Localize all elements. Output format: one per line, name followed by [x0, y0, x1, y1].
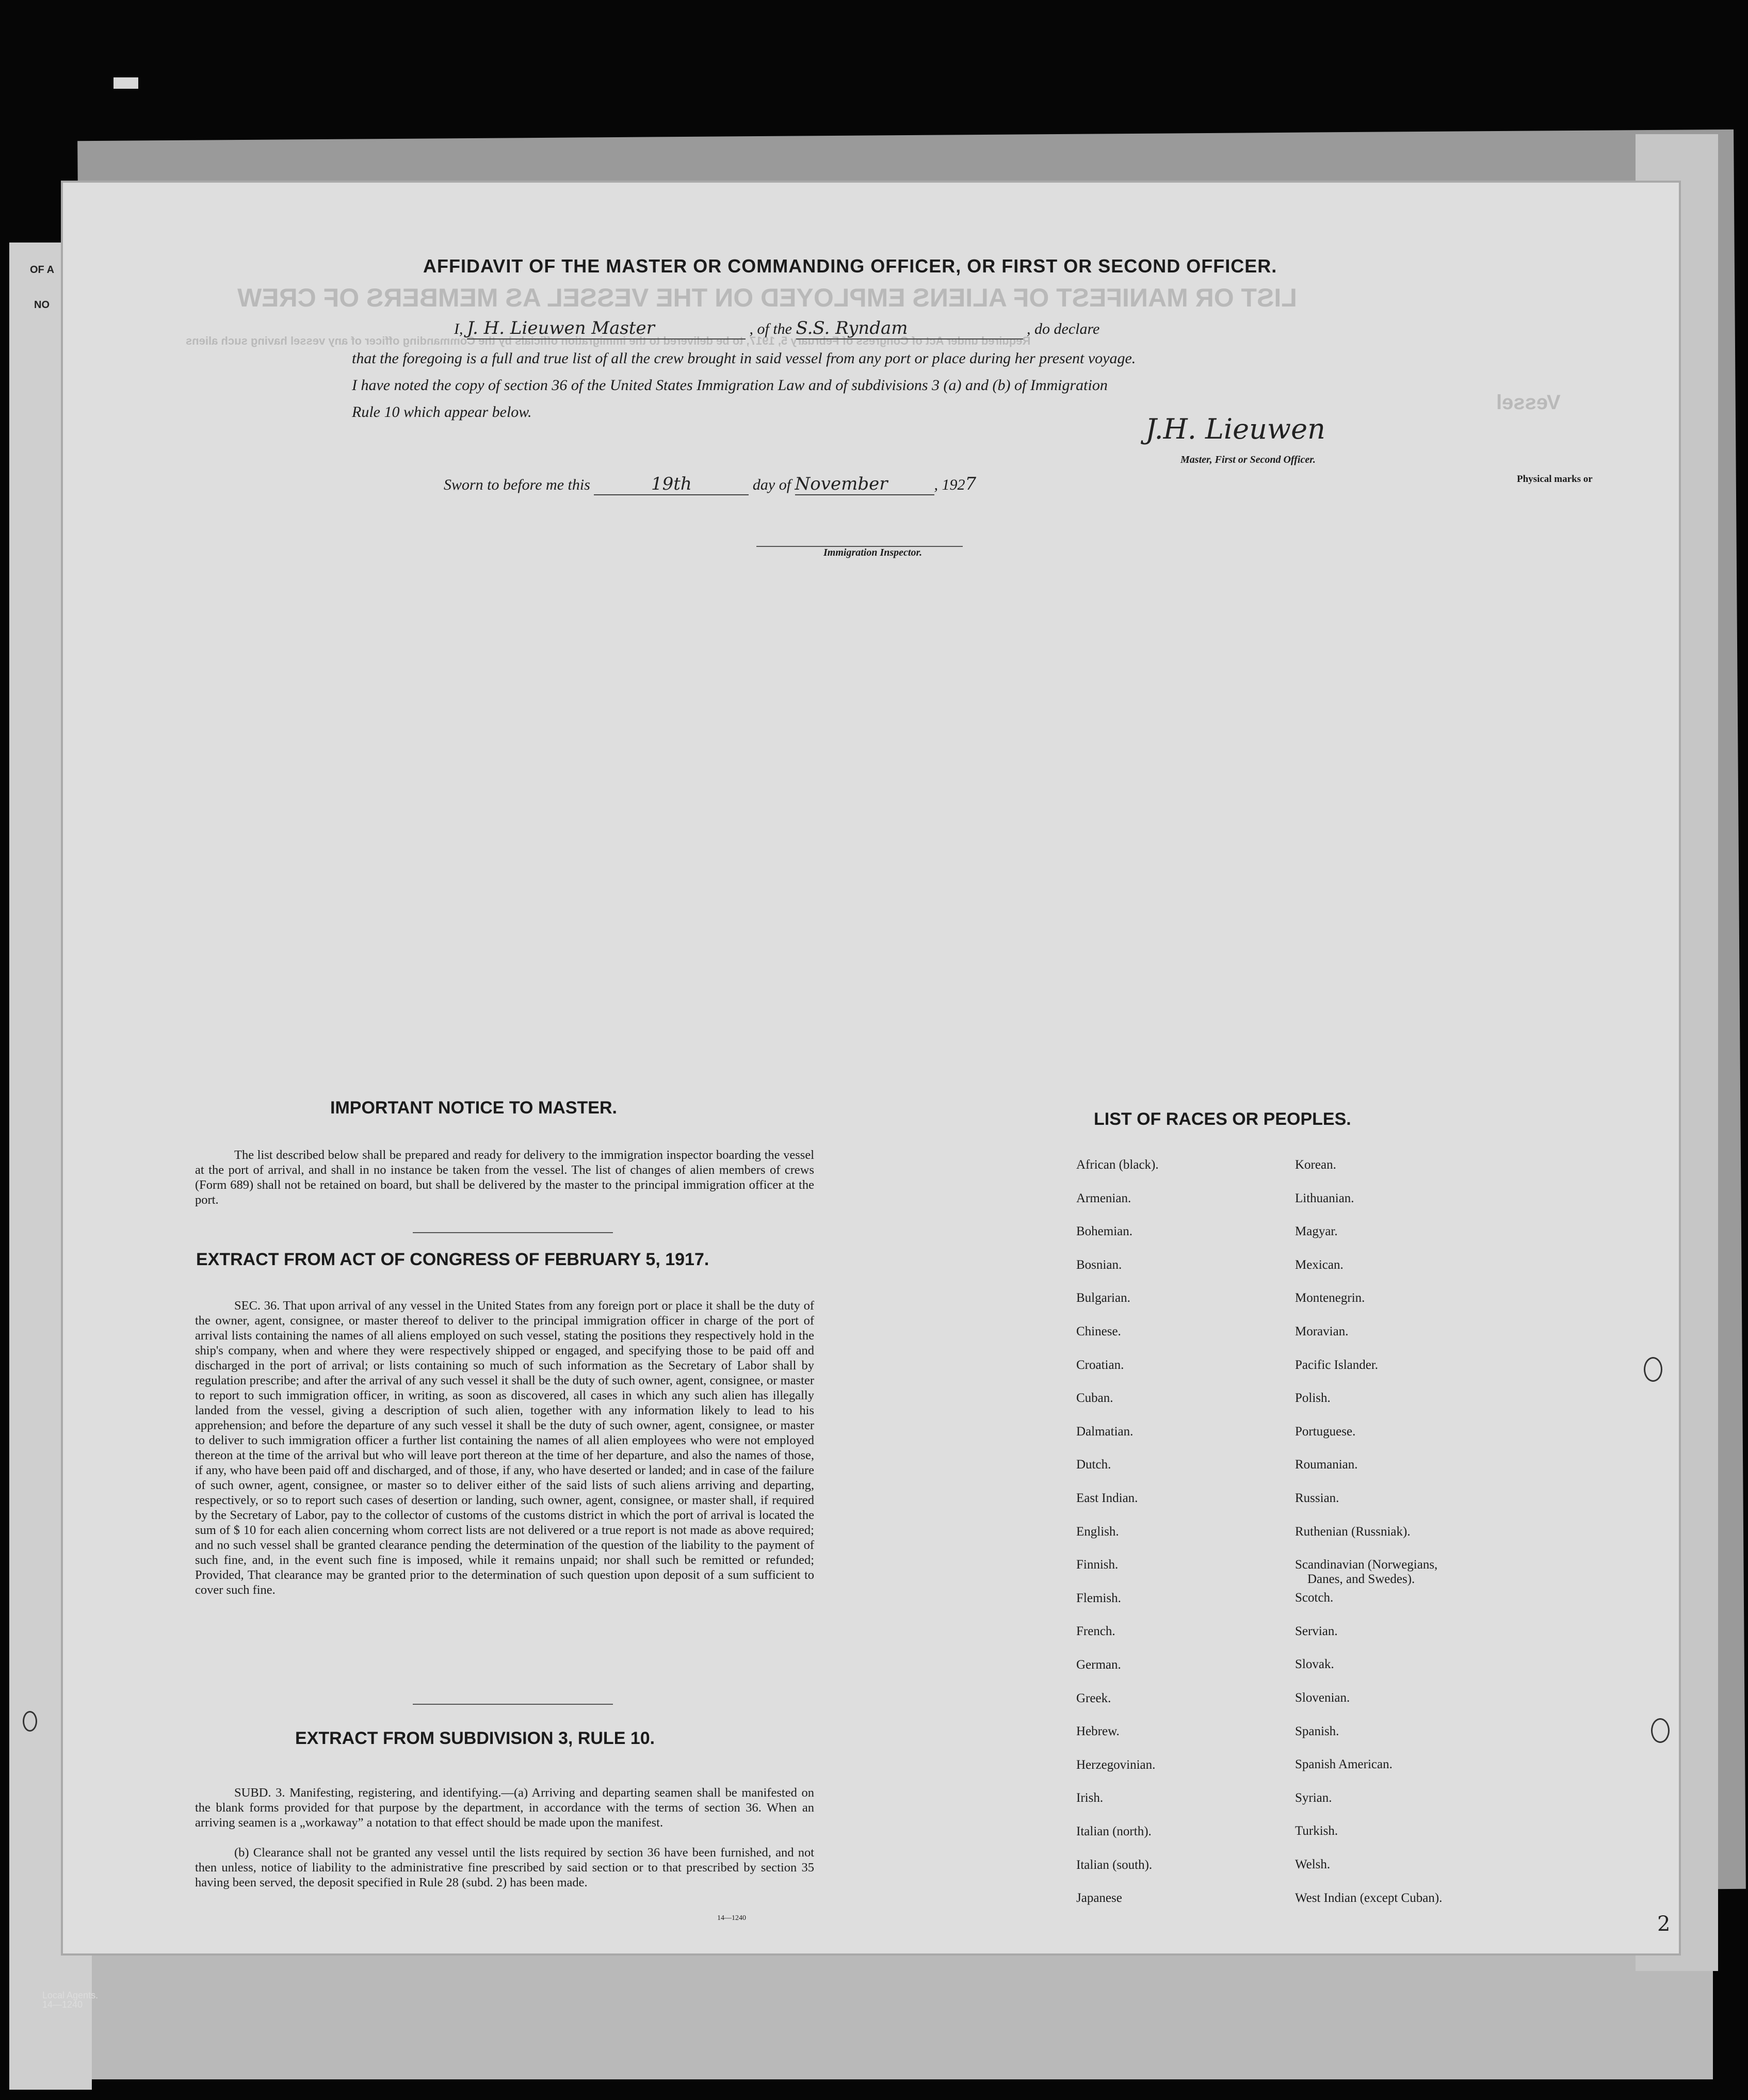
- race-item: Herzegovinian.: [1076, 1757, 1156, 1772]
- race-item: Magyar.: [1295, 1224, 1338, 1239]
- race-item: Irish.: [1076, 1791, 1104, 1805]
- notice-divider: [413, 1232, 613, 1233]
- sworn-prefix: Sworn to before me this: [444, 476, 590, 493]
- extract-rule-text-a: SUBD. 3. Manifesting, registering, and identifying.—(a) Arriving and departing seamen shall be manifested on the blank forms provided for that purpose by the department, in accordance with the terms of section 36. When an arriving seamen is a „workaway” a notation to that effect should be made upon the manifest.: [195, 1786, 814, 1830]
- race-item: Slovenian.: [1295, 1691, 1350, 1705]
- frame-tab: [114, 77, 138, 89]
- race-item: Dalmatian.: [1076, 1424, 1134, 1439]
- race-item: English.: [1076, 1524, 1119, 1539]
- race-item: Scotch.: [1295, 1591, 1334, 1605]
- local-agents-line-1: Local Agents.: [42, 1990, 99, 2000]
- extract-rule-text-b: (b) Clearance shall not be granted any vessel until the lists required by section 36 have been furnished, and not then unless, notice of liability to the administrative fine prescribed by said section or to that prescribed by section 35 having been served, the deposit specified in Rule 28 (subd. 2) has been made.: [195, 1846, 814, 1889]
- form-number: 14—1240: [717, 1914, 746, 1922]
- race-item: French.: [1076, 1624, 1115, 1639]
- local-agents-line-2: 14—1240: [42, 1999, 83, 2010]
- page-mark: 2: [1657, 1912, 1671, 1936]
- i-prefix: I,: [454, 320, 463, 337]
- race-item: Turkish.: [1295, 1824, 1338, 1838]
- strip-text-2: NO: [34, 299, 50, 311]
- race-item: Montenegrin.: [1295, 1291, 1365, 1305]
- signature-caption: Master, First or Second Officer.: [1180, 454, 1316, 465]
- master-signature: [1135, 413, 1383, 459]
- race-item: Korean.: [1295, 1158, 1336, 1172]
- race-item: Mexican.: [1295, 1257, 1344, 1272]
- race-item: Scandinavian (Norwegians,: [1295, 1558, 1438, 1572]
- sworn-day: 19th: [651, 474, 692, 494]
- race-item: Bohemian.: [1076, 1224, 1133, 1239]
- affidavit-title: AFFIDAVIT OF THE MASTER OR COMMANDING OFFICER, OR FIRST OR SECOND OFFICER.: [423, 255, 1277, 277]
- vessel-name-handwritten: S.S. Ryndam: [796, 318, 908, 338]
- race-item: Russian.: [1295, 1491, 1339, 1505]
- notice-title: IMPORTANT NOTICE TO MASTER.: [330, 1098, 617, 1118]
- binder-hole-1: [1644, 1357, 1662, 1382]
- of-the-label: , of the: [749, 320, 792, 337]
- race-item: Ruthenian (Russniak).: [1295, 1524, 1411, 1539]
- race-item: Spanish.: [1295, 1724, 1339, 1738]
- master-name-handwritten: J. H. Lieuwen Master: [467, 318, 655, 338]
- race-item: Welsh.: [1295, 1857, 1331, 1871]
- race-item: Danes, and Swedes).: [1307, 1572, 1415, 1587]
- race-item: Hebrew.: [1076, 1724, 1120, 1739]
- act-divider: [413, 1704, 613, 1705]
- race-item: Syrian.: [1295, 1790, 1332, 1805]
- extract-rule-title: EXTRACT FROM SUBDIVISION 3, RULE 10.: [295, 1729, 655, 1748]
- race-item: Italian (north).: [1076, 1824, 1152, 1838]
- extract-act-title: EXTRACT FROM ACT OF CONGRESS OF FEBRUARY 5, 1917.: [196, 1250, 709, 1269]
- notice-text: The list described below shall be prepared and ready for delivery to the immigration inspector boarding the vessel at the port of arrival, and shall in no instance be taken from the vessel. The list of changes of alien members of crews (Form 689) shall not be retained on board, but shall be delivered by the master to the principal immigration officer at the port.: [195, 1148, 814, 1207]
- sworn-line: [444, 474, 976, 495]
- show-through-subtitle: Required under Act of Congress of February 5, 1917, to be delivered to the immigration officials by the Commanding officer of any vessel having such aliens: [186, 334, 1031, 347]
- binder-hole-2: [1651, 1718, 1670, 1743]
- races-title: LIST OF RACES OR PEOPLES.: [1094, 1109, 1351, 1129]
- race-item: Polish.: [1295, 1391, 1331, 1406]
- binder-hole-3: [23, 1711, 37, 1732]
- race-item: African (black).: [1076, 1158, 1159, 1172]
- show-through-vessel-label: Vessel: [1496, 391, 1561, 414]
- race-item: Slovak.: [1295, 1657, 1334, 1672]
- race-item: Chinese.: [1076, 1324, 1121, 1338]
- strip-text-1: OF A: [30, 264, 55, 276]
- do-declare-label: , do declare: [1027, 320, 1100, 337]
- race-item: West Indian (except Cuban).: [1295, 1891, 1443, 1905]
- race-item: Armenian.: [1076, 1191, 1131, 1205]
- race-item: Finnish.: [1076, 1558, 1119, 1572]
- sworn-year-suffix: 7: [965, 474, 977, 494]
- race-item: Moravian.: [1295, 1324, 1349, 1338]
- race-item: Cuban.: [1076, 1391, 1113, 1406]
- sworn-year-prefix: , 192: [934, 476, 965, 493]
- show-through-title: LIST OR MANIFEST OF ALIENS EMPLOYED ON THE VESSEL AS MEMBERS OF CREW: [237, 283, 1297, 312]
- race-item: Dutch.: [1076, 1458, 1111, 1472]
- race-item: Roumanian.: [1295, 1458, 1358, 1472]
- race-item: Flemish.: [1076, 1591, 1121, 1605]
- local-agents-label: [42, 1991, 98, 2009]
- physical-marks-label: Physical marks or: [1517, 474, 1593, 484]
- race-item: Lithuanian.: [1295, 1191, 1354, 1205]
- race-item: German.: [1076, 1658, 1121, 1672]
- manifest-sheet: [61, 181, 1681, 1956]
- signature-handwritten: J.H. Lieuwen: [1145, 413, 1325, 445]
- extract-act-text: SEC. 36. That upon arrival of any vessel in the United States from any foreign port or place it shall be the duty of the owner, agent, consignee, or master thereof to deliver to the principal immigration officer in charge of the port of arrival lists containing the names of all aliens employed on such vessel, stating the positions they respectively hold in the ship's company, when and where they were respectively shipped or engaged, and specifying those to be paid off and discharged in the port of arrival; or lists containing so much of such information as the Secretary of Labor shall by regulation prescribe; and after the arrival of any such vessel it shall be the duty of such owner, agent, consignee, or master to report to such immigration officer, in writing, as soon as discovered, all cases in which any such alien has illegally landed from the vessel, giving a description of such alien, together with any information likely to lead to his apprehension; and before the departure of any such vessel it shall be the duty of such owner, agent, consignee, or master to deliver to such immigration officer a further list containing the names of all alien employees who were not employed thereon at the time of the arrival but who will leave port thereon at the time of her departure, and also the names of those, if any, who have been paid off and discharged, and of those, if any, who have deserted or landed; and in case of the failure of such owner, agent, consignee, or master so to deliver either of the said lists of such aliens arriving and departing, respectively, or so to report such cases of desertion or landing, such owner, agent, consignee, or master shall, if required by the Secretary of Labor, pay to the collector of customs of the customs district in which the port of arrival is located the sum of $ 10 for each alien concerning whom correct lists are not delivered or a true report is not made as above required; and no such vessel shall be granted clearance pending the determination of the question of the liability to the payment of such fine, and, in the event such fine is imposed, while it remains unpaid; nor shall such be remitted or refunded; Provided, That clearance may be granted prior to the determination of such question upon deposit of a sum sufficient to cover such fine.: [195, 1299, 814, 1597]
- race-item: Portuguese.: [1295, 1424, 1356, 1439]
- race-item: Croatian.: [1076, 1358, 1124, 1372]
- affidavit-line-3: I have noted the copy of section 36 of the United States Immigration Law and of subdivisions 3 (a) and (b) of Immigration: [352, 377, 1108, 394]
- race-item: Servian.: [1295, 1624, 1338, 1638]
- sworn-month: November: [795, 474, 888, 494]
- affidavit-line-4: Rule 10 which appear below.: [352, 403, 532, 421]
- affidavit-line-2: that the foregoing is a full and true list of all the crew brought in said vessel from any port or place during her present voyage.: [352, 350, 1136, 367]
- affidavit-line-1: [454, 318, 1099, 340]
- race-item: Spanish American.: [1295, 1757, 1393, 1772]
- race-item: Japanese: [1076, 1891, 1122, 1905]
- inspector-caption: Immigration Inspector.: [823, 547, 922, 558]
- race-item: Greek.: [1076, 1691, 1111, 1705]
- race-item: East Indian.: [1076, 1491, 1138, 1505]
- day-of-label: day of: [752, 476, 791, 493]
- race-item: Bosnian.: [1076, 1257, 1122, 1272]
- race-item: Italian (south).: [1076, 1857, 1153, 1872]
- race-item: Bulgarian.: [1076, 1291, 1130, 1305]
- race-item: Pacific Islander.: [1295, 1358, 1379, 1372]
